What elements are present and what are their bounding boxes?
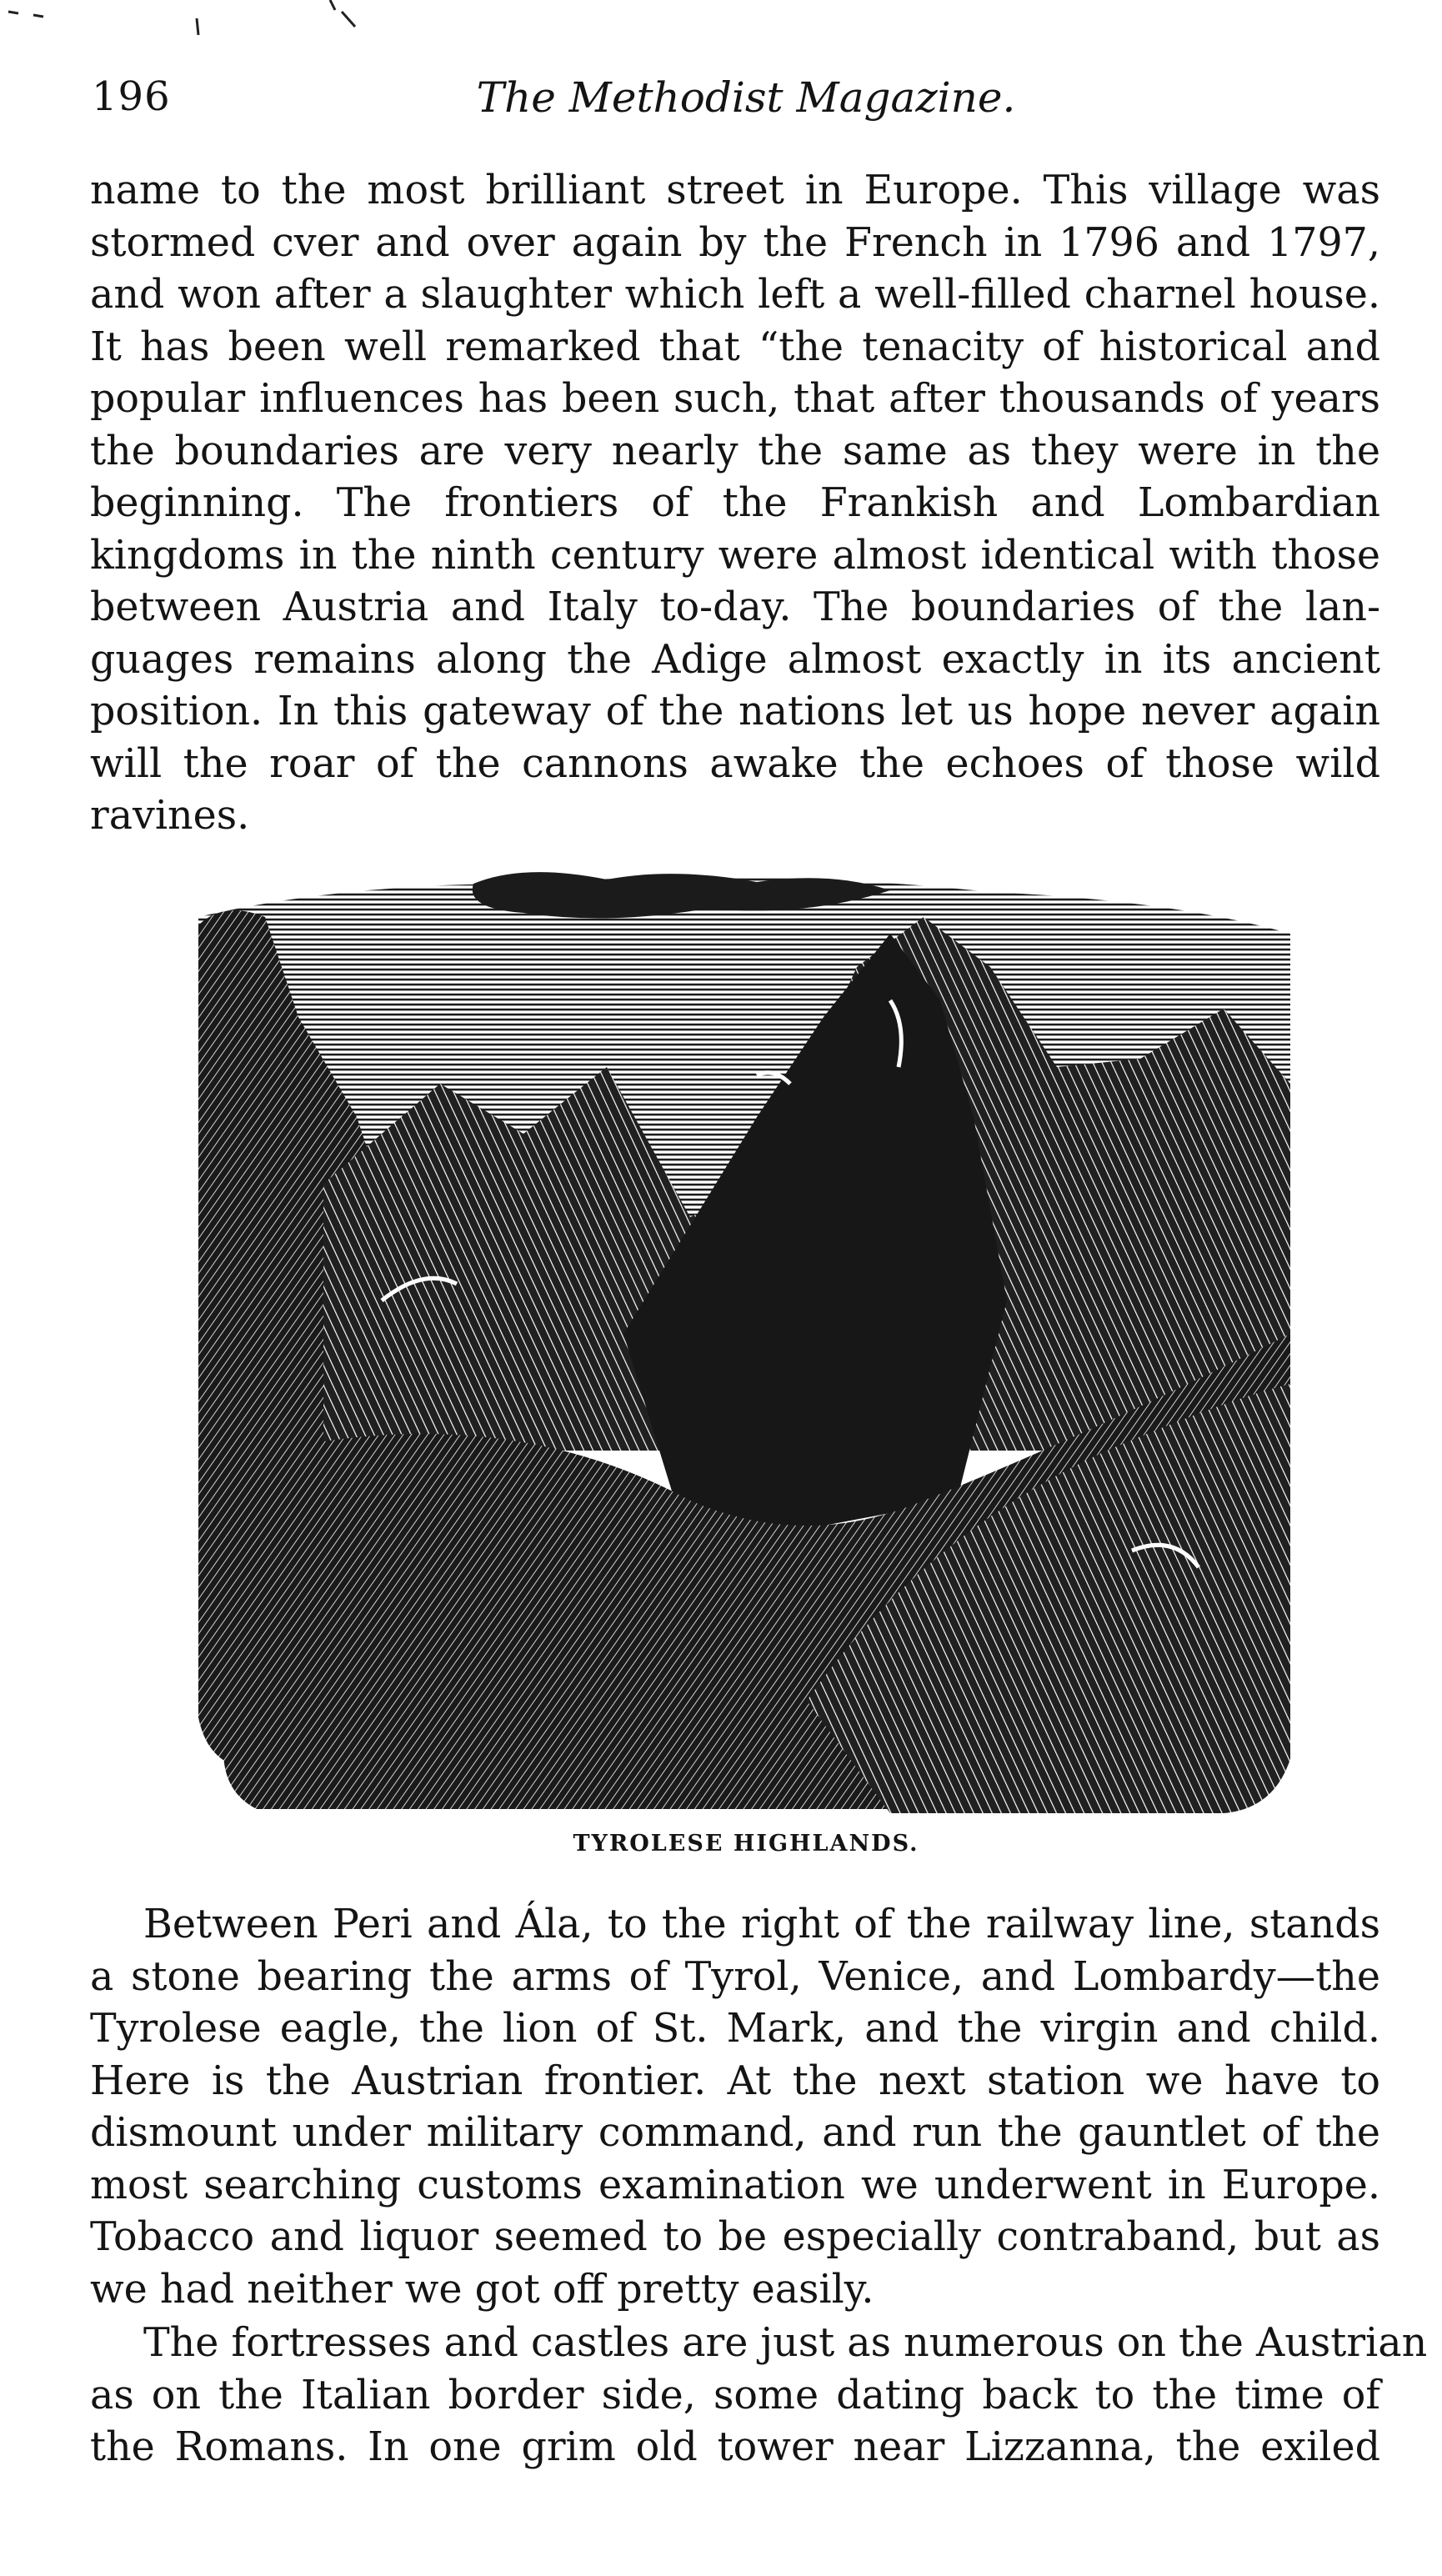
mountain-engraving-illustration xyxy=(173,867,1315,1817)
text-line: between Austria and Italy to-day. The boundaries of the lan- xyxy=(90,584,1380,630)
figure-caption: TYROLESE HIGHLANDS. xyxy=(573,1831,919,1857)
scan-marks xyxy=(0,0,383,50)
text-line: Tyrolese eagle, the lion of St. Mark, and the virgin and child. xyxy=(90,2006,1380,2052)
text-line: we had neither we got off pretty easily. xyxy=(90,2266,874,2313)
text-line: Between Peri and Ála, to the right of the railway line, stands xyxy=(143,1902,1380,1947)
text-line: and won after a slaughter which left a well-filled charnel house. xyxy=(90,272,1380,318)
text-line: dismount under military command, and run the gauntlet of the xyxy=(90,2110,1380,2156)
text-line: most searching customs examination we underwent in Europe. xyxy=(90,2162,1380,2208)
text-line: position. In this gateway of the nations let us hope never again xyxy=(90,689,1380,734)
running-title: The Methodist Magazine. xyxy=(476,73,1016,122)
page-number: 196 xyxy=(92,73,171,120)
text-line: Tobacco and liquor seemed to be especially contraband, but as xyxy=(90,2214,1380,2260)
text-line: ravines. xyxy=(90,793,250,839)
paragraph-2 xyxy=(90,1899,1380,2316)
text-line: stormed cver and over again by the French in 1796 and 1797, xyxy=(90,219,1380,266)
paragraph-1 xyxy=(90,165,1380,843)
text-line: kingdoms in the ninth century were almost identical with those xyxy=(90,532,1380,579)
paragraph-3 xyxy=(90,2318,1428,2474)
text-line: beginning. The frontiers of the Frankish and Lombardian xyxy=(90,480,1380,526)
text-line: will the roar of the cannons awake the echoes of those wild xyxy=(90,740,1380,787)
text-line: Here is the Austrian frontier. At the next station we have to xyxy=(90,2057,1380,2104)
text-line: guages remains along the Adige almost exactly in its ancient xyxy=(90,636,1380,683)
text-line: as on the Italian border side, some dating back to the time of xyxy=(90,2372,1380,2418)
engraving-tyrolese-highlands xyxy=(173,867,1315,1817)
text-line: The fortresses and castles are just as numerous on the Austrian xyxy=(143,2320,1428,2366)
text-line: name to the most brilliant street in Europe. This village was xyxy=(90,168,1380,213)
text-line: popular influences has been such, that after thousands of years xyxy=(90,376,1380,422)
text-line: the Romans. In one grim old tower near Lizzanna, the exiled xyxy=(90,2424,1380,2470)
text-line: a stone bearing the arms of Tyrol, Venice, and Lombardy—the xyxy=(90,1953,1380,2000)
text-line: the boundaries are very nearly the same as they were in the xyxy=(90,428,1380,474)
text-line: It has been well remarked that “the tenacity of historical and xyxy=(90,323,1380,370)
